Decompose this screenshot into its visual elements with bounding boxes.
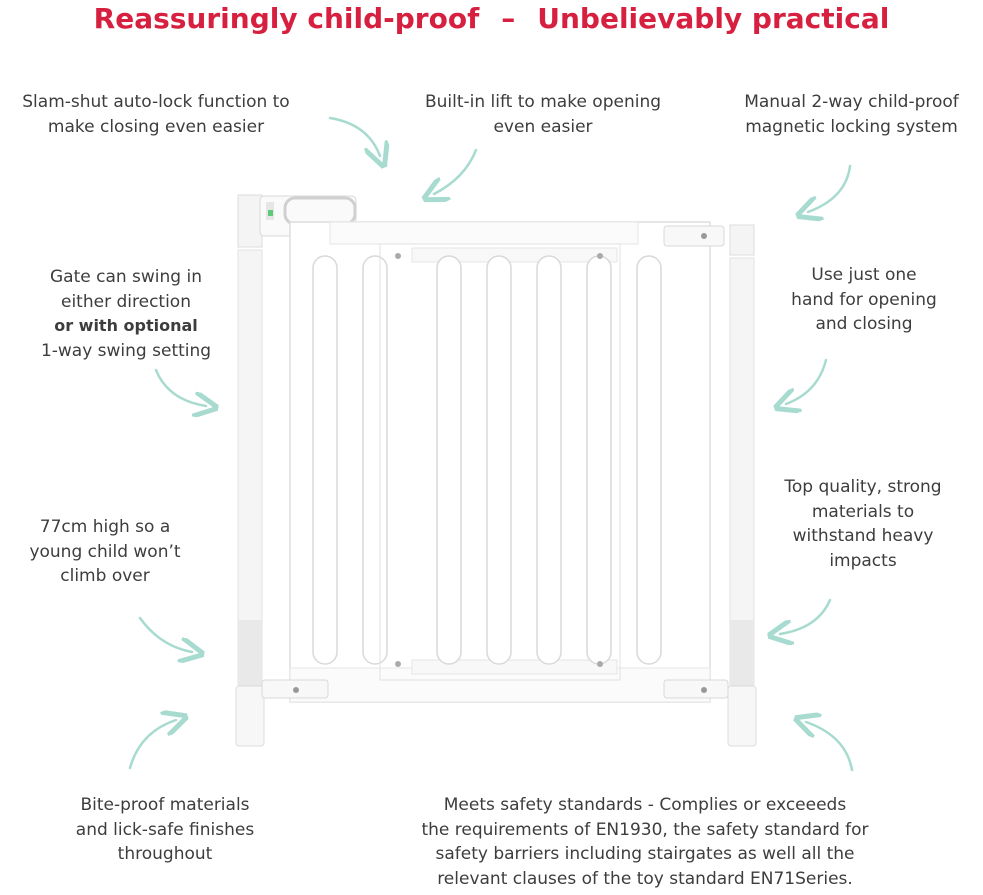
- feature-quality: Top quality, strong materials to withstand heavy impacts: [784, 477, 942, 571]
- feature-lift: Built-in lift to make opening even easier: [424, 92, 662, 137]
- feature-bite-proof: Bite-proof materials and lick-safe finishes throughout: [75, 795, 255, 864]
- feature-slam-shut: Slam-shut auto-lock function to make closing even easier: [22, 92, 290, 137]
- feature-safety-standards: Meets safety standards - Complies or exceeeds the requirements of EN1930, the safety standard for safety barriers including stairgates as well all the relevant clauses of the toy standard EN71Series.: [421, 795, 869, 889]
- feature-swing: Gate can swing in either direction or with optional 1-way swing setting: [40, 267, 212, 361]
- headline-separator: –: [501, 2, 516, 35]
- feature-magnetic-lock: Manual 2-way child-proof magnetic locking system: [744, 92, 959, 137]
- feature-height: 77cm high so a young child won’t climb over: [29, 517, 181, 586]
- gate-slots: [313, 256, 661, 664]
- headline-left: Reassuringly child-proof: [93, 2, 480, 35]
- headline-right: Unbelievably practical: [537, 2, 890, 35]
- feature-one-hand: Use just one hand for opening and closing: [791, 265, 937, 334]
